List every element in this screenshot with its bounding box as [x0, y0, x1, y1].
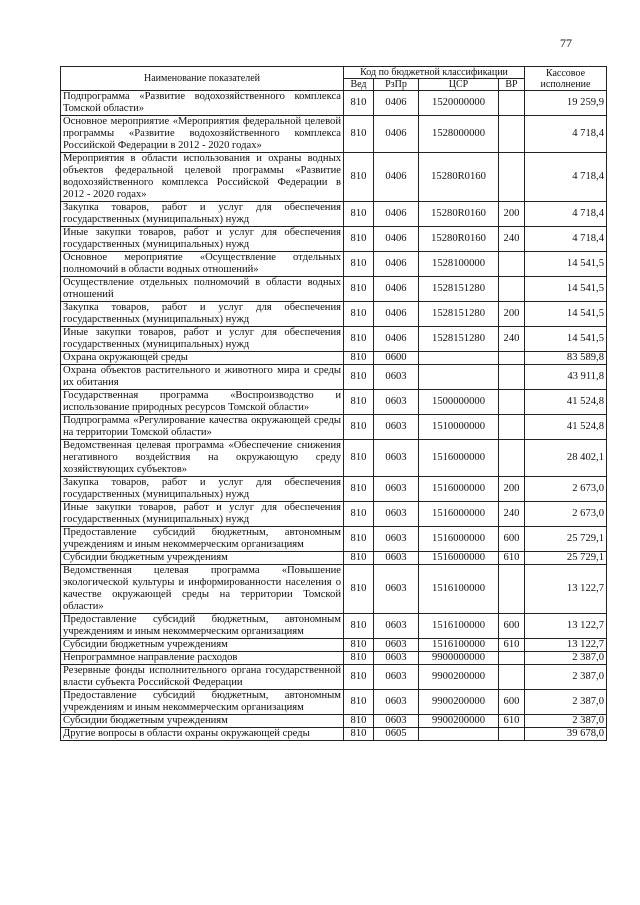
cell-csr: 1516000000 [419, 440, 499, 477]
table-row [61, 477, 607, 502]
cell-rzpr: 0406 [374, 153, 419, 202]
table-body [61, 91, 607, 741]
cell-amount: 4 718,4 [525, 202, 607, 227]
cell-rzpr: 0603 [374, 527, 419, 552]
table-row [61, 415, 607, 440]
cell-name: Предоставление субсидий бюджетным, автономным учреждениям и иным некоммерческим организациям [61, 690, 344, 715]
cell-amount: 39 678,0 [525, 728, 607, 741]
table-row [61, 527, 607, 552]
cell-name: Непрограммное направление расходов [61, 652, 344, 665]
cell-csr: 1516000000 [419, 477, 499, 502]
cell-ved: 810 [344, 352, 374, 365]
cell-name: Охрана объектов растительного и животного мира и среды их обитания [61, 365, 344, 390]
cell-name: Закупка товаров, работ и услуг для обеспечения государственных (муниципальных) нужд [61, 302, 344, 327]
cell-rzpr: 0603 [374, 715, 419, 728]
table-row [61, 715, 607, 728]
cell-vr: 600 [499, 614, 525, 639]
cell-name: Подпрограмма «Регулирование качества окружающей среды на территории Томской области» [61, 415, 344, 440]
table-row [61, 352, 607, 365]
cell-rzpr: 0406 [374, 277, 419, 302]
cell-rzpr: 0603 [374, 390, 419, 415]
cell-csr: 1528100000 [419, 252, 499, 277]
cell-vr [499, 565, 525, 614]
table-row [61, 652, 607, 665]
header-rzpr: РзПр [374, 79, 419, 91]
cell-rzpr: 0406 [374, 202, 419, 227]
cell-amount: 83 589,8 [525, 352, 607, 365]
cell-name: Основное мероприятие «Мероприятия федеральной целевой программы «Развитие водохозяйственного комплекса Российской Федерации в 2012 - 2020 годах» [61, 116, 344, 153]
cell-name: Субсидии бюджетным учреждениям [61, 552, 344, 565]
cell-amount: 2 387,0 [525, 715, 607, 728]
cell-amount: 4 718,4 [525, 116, 607, 153]
cell-csr: 9900200000 [419, 715, 499, 728]
cell-rzpr: 0603 [374, 639, 419, 652]
table-row [61, 728, 607, 741]
cell-ved: 810 [344, 728, 374, 741]
table-row [61, 116, 607, 153]
cell-vr: 200 [499, 477, 525, 502]
cell-csr: 1516000000 [419, 552, 499, 565]
table-row [61, 552, 607, 565]
table-row [61, 302, 607, 327]
cell-csr: 1528151280 [419, 327, 499, 352]
cell-name: Осуществление отдельных полномочий в области водных отношений [61, 277, 344, 302]
cell-amount: 4 718,4 [525, 227, 607, 252]
cell-name: Резервные фонды исполнительного органа государственной власти субъекта Российской Федерации [61, 665, 344, 690]
cell-ved: 810 [344, 153, 374, 202]
cell-rzpr: 0603 [374, 365, 419, 390]
cell-amount: 13 122,7 [525, 565, 607, 614]
cell-rzpr: 0603 [374, 552, 419, 565]
cell-amount: 2 673,0 [525, 502, 607, 527]
cell-ved: 810 [344, 715, 374, 728]
cell-vr: 610 [499, 552, 525, 565]
table-row [61, 502, 607, 527]
cell-amount: 28 402,1 [525, 440, 607, 477]
cell-ved: 810 [344, 502, 374, 527]
cell-ved: 810 [344, 477, 374, 502]
cell-amount: 14 541,5 [525, 277, 607, 302]
table-row [61, 665, 607, 690]
table-row [61, 153, 607, 202]
table-row [61, 390, 607, 415]
cell-ved: 810 [344, 327, 374, 352]
cell-rzpr: 0406 [374, 227, 419, 252]
table-row [61, 365, 607, 390]
table-row [61, 327, 607, 352]
cell-rzpr: 0603 [374, 690, 419, 715]
cell-amount: 2 387,0 [525, 652, 607, 665]
cell-ved: 810 [344, 116, 374, 153]
cell-csr: 1516100000 [419, 614, 499, 639]
cell-amount: 25 729,1 [525, 527, 607, 552]
cell-ved: 810 [344, 665, 374, 690]
cell-name: Закупка товаров, работ и услуг для обеспечения государственных (муниципальных) нужд [61, 202, 344, 227]
cell-csr [419, 728, 499, 741]
cell-ved: 810 [344, 277, 374, 302]
cell-vr: 200 [499, 302, 525, 327]
cell-csr: 15280R0160 [419, 227, 499, 252]
cell-name: Иные закупки товаров, работ и услуг для обеспечения государственных (муниципальных) нужд [61, 502, 344, 527]
cell-vr [499, 665, 525, 690]
table-row [61, 277, 607, 302]
cell-ved: 810 [344, 639, 374, 652]
cell-amount: 14 541,5 [525, 302, 607, 327]
cell-amount: 13 122,7 [525, 614, 607, 639]
cell-ved: 810 [344, 614, 374, 639]
cell-rzpr: 0603 [374, 565, 419, 614]
cell-rzpr: 0406 [374, 91, 419, 116]
cell-ved: 810 [344, 440, 374, 477]
cell-ved: 810 [344, 652, 374, 665]
cell-csr: 1516100000 [419, 639, 499, 652]
table-row [61, 639, 607, 652]
table-row [61, 690, 607, 715]
cell-ved: 810 [344, 527, 374, 552]
cell-vr [499, 277, 525, 302]
cell-vr: 200 [499, 202, 525, 227]
cell-vr: 610 [499, 639, 525, 652]
cell-amount: 14 541,5 [525, 252, 607, 277]
cell-vr [499, 415, 525, 440]
cell-csr [419, 365, 499, 390]
cell-amount: 25 729,1 [525, 552, 607, 565]
cell-vr [499, 153, 525, 202]
cell-amount: 2 673,0 [525, 477, 607, 502]
cell-ved: 810 [344, 690, 374, 715]
cell-amount: 19 259,9 [525, 91, 607, 116]
cell-vr: 240 [499, 502, 525, 527]
cell-rzpr: 0406 [374, 327, 419, 352]
cell-ved: 810 [344, 227, 374, 252]
cell-csr: 1500000000 [419, 390, 499, 415]
header-ved: Вед [344, 79, 374, 91]
cell-vr: 240 [499, 327, 525, 352]
cell-ved: 810 [344, 415, 374, 440]
cell-name: Другие вопросы в области охраны окружающей среды [61, 728, 344, 741]
cell-vr [499, 390, 525, 415]
cell-name: Основное мероприятие «Осуществление отдельных полномочий в области водных отношений» [61, 252, 344, 277]
cell-name: Субсидии бюджетным учреждениям [61, 715, 344, 728]
cell-rzpr: 0600 [374, 352, 419, 365]
cell-csr: 1528151280 [419, 277, 499, 302]
cell-name: Государственная программа «Воспроизводство и использование природных ресурсов Томской области» [61, 390, 344, 415]
cell-vr [499, 91, 525, 116]
cell-rzpr: 0406 [374, 302, 419, 327]
table-row [61, 252, 607, 277]
cell-rzpr: 0603 [374, 440, 419, 477]
cell-vr [499, 728, 525, 741]
cell-rzpr: 0603 [374, 665, 419, 690]
cell-csr: 1528000000 [419, 116, 499, 153]
cell-name: Иные закупки товаров, работ и услуг для обеспечения государственных (муниципальных) нужд [61, 227, 344, 252]
cell-csr: 9900000000 [419, 652, 499, 665]
cell-csr [419, 352, 499, 365]
cell-ved: 810 [344, 302, 374, 327]
cell-csr: 9900200000 [419, 690, 499, 715]
cell-rzpr: 0603 [374, 477, 419, 502]
cell-vr [499, 652, 525, 665]
cell-rzpr: 0406 [374, 116, 419, 153]
cell-ved: 810 [344, 552, 374, 565]
table-row [61, 440, 607, 477]
page-number: 77 [560, 36, 572, 50]
cell-amount: 2 387,0 [525, 690, 607, 715]
cell-ved: 810 [344, 91, 374, 116]
cell-amount: 43 911,8 [525, 365, 607, 390]
cell-amount: 4 718,4 [525, 153, 607, 202]
cell-rzpr: 0603 [374, 614, 419, 639]
cell-amount: 13 122,7 [525, 639, 607, 652]
cell-rzpr: 0603 [374, 502, 419, 527]
header-code-group: Код по бюджетной классификации [344, 67, 525, 79]
cell-amount: 14 541,5 [525, 327, 607, 352]
cell-ved: 810 [344, 252, 374, 277]
cell-name: Субсидии бюджетным учреждениям [61, 639, 344, 652]
table-row [61, 202, 607, 227]
table-row [61, 565, 607, 614]
cell-vr [499, 252, 525, 277]
cell-csr: 15280R0160 [419, 153, 499, 202]
cell-name: Подпрограмма «Развитие водохозяйственного комплекса Томской области» [61, 91, 344, 116]
header-name: Наименование показателей [61, 67, 344, 91]
cell-ved: 810 [344, 365, 374, 390]
cell-vr [499, 352, 525, 365]
cell-ved: 810 [344, 565, 374, 614]
header-amount: Кассовое исполнение [525, 67, 607, 91]
table-row [61, 227, 607, 252]
cell-csr: 1516100000 [419, 565, 499, 614]
cell-amount: 2 387,0 [525, 665, 607, 690]
cell-vr: 600 [499, 690, 525, 715]
cell-name: Предоставление субсидий бюджетным, автономным учреждениям и иным некоммерческим организациям [61, 527, 344, 552]
cell-rzpr: 0603 [374, 415, 419, 440]
cell-rzpr: 0605 [374, 728, 419, 741]
table-row [61, 614, 607, 639]
cell-name: Мероприятия в области использования и охраны водных объектов федеральной целевой программы «Развитие водохозяйственного комплекса Российской Федерации в 2012 - 2020 годах» [61, 153, 344, 202]
cell-name: Предоставление субсидий бюджетным, автономным учреждениям и иным некоммерческим организациям [61, 614, 344, 639]
cell-amount: 41 524,8 [525, 390, 607, 415]
cell-vr: 600 [499, 527, 525, 552]
cell-name: Иные закупки товаров, работ и услуг для обеспечения государственных (муниципальных) нужд [61, 327, 344, 352]
budget-table [60, 66, 607, 741]
cell-ved: 810 [344, 390, 374, 415]
cell-rzpr: 0406 [374, 252, 419, 277]
cell-ved: 810 [344, 202, 374, 227]
cell-csr: 15280R0160 [419, 202, 499, 227]
cell-vr [499, 365, 525, 390]
cell-name: Ведомственная целевая программа «Обеспечение снижения негативного воздействия на окружающую среду хозяйствующих субъектов» [61, 440, 344, 477]
cell-vr [499, 440, 525, 477]
cell-name: Ведомственная целевая программа «Повышение экологической культуры и информированности населения о качестве окружающей среды на территории Томской области» [61, 565, 344, 614]
cell-csr: 1516000000 [419, 502, 499, 527]
cell-csr: 9900200000 [419, 665, 499, 690]
header-csr: ЦСР [419, 79, 499, 91]
cell-amount: 41 524,8 [525, 415, 607, 440]
cell-csr: 1520000000 [419, 91, 499, 116]
header-vr: ВР [499, 79, 525, 91]
cell-vr: 610 [499, 715, 525, 728]
table-row [61, 91, 607, 116]
cell-vr [499, 116, 525, 153]
cell-name: Охрана окружающей среды [61, 352, 344, 365]
cell-rzpr: 0603 [374, 652, 419, 665]
cell-vr: 240 [499, 227, 525, 252]
cell-name: Закупка товаров, работ и услуг для обеспечения государственных (муниципальных) нужд [61, 477, 344, 502]
cell-csr: 1528151280 [419, 302, 499, 327]
cell-csr: 1510000000 [419, 415, 499, 440]
cell-csr: 1516000000 [419, 527, 499, 552]
